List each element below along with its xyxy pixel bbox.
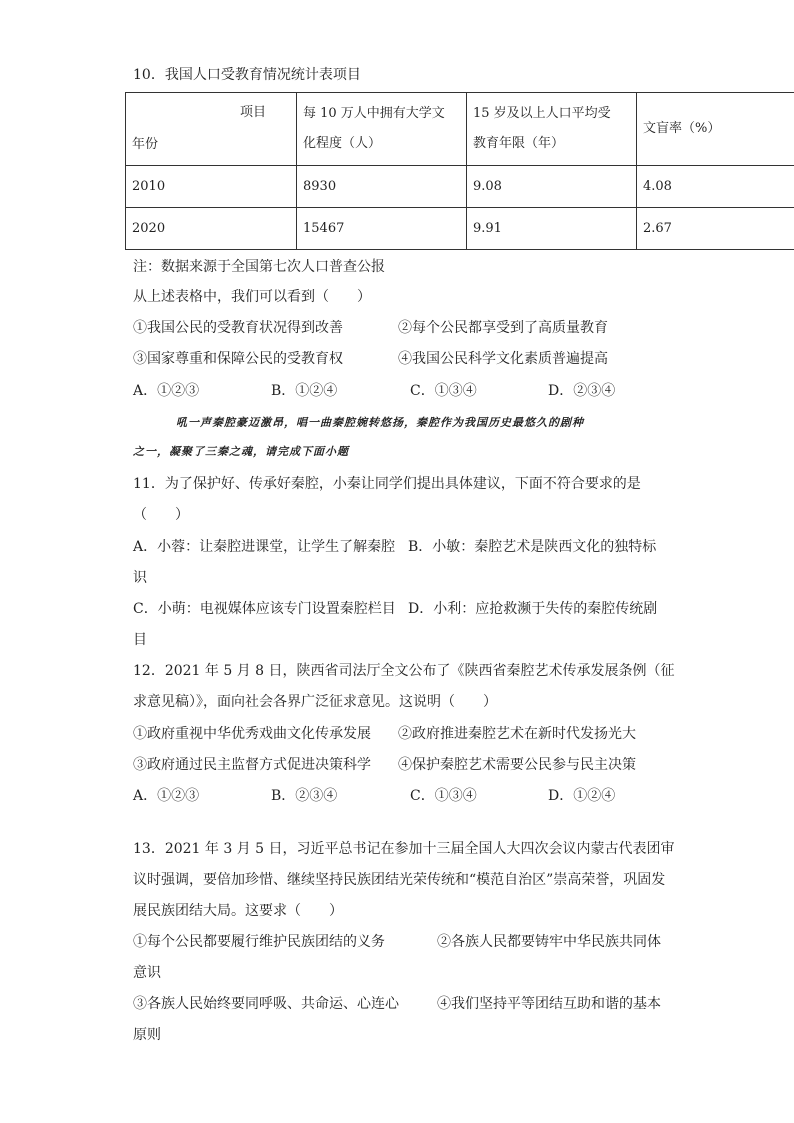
header-college-per-100k: 每 10 万人中拥有大学文 化程度（人） (297, 93, 467, 166)
q10-answer-d: D．②③④ (548, 383, 616, 399)
q12-stem-line-2: 求意见稿）》，面向社会各界广泛征求意见。这说明（ ） (133, 694, 497, 710)
q10-answer-c: C．①③④ (410, 383, 477, 399)
header-year-label: 年份 (132, 137, 159, 152)
passage-line-2: 之一，凝聚了三秦之魂，请完成下面小题 (133, 445, 349, 458)
q12-stem-line-1: 12．2021 年 5 月 8 日，陕西省司法厅全文公布了《陕西省秦腔艺术传承发展条例（征 (133, 663, 675, 679)
table-note: 注：数据来源于全国第七次人口普查公报 (133, 259, 385, 275)
table-cell: 9.08 (467, 166, 637, 208)
q10-title: 10．我国人口受教育情况统计表项目 (133, 67, 361, 83)
q10-option-1: ①我国公民的受教育状况得到改善 (133, 320, 343, 336)
q12-option-3: ③政府通过民主监督方式促进决策科学 (133, 757, 371, 773)
header-illiteracy-rate: 文盲率（%） (637, 93, 794, 166)
q13-option-3: ③各族人民始终要同呼吸、共命运、心连心 (133, 996, 399, 1012)
table-cell-year: 2010 (126, 166, 297, 208)
passage-line-1: 吼一声秦腔豪迈激昂，唱一曲秦腔婉转悠扬，秦腔作为我国历史最悠久的剧种 (176, 416, 584, 429)
diagonal-header-cell (126, 93, 297, 166)
q12-answer-c: C．①③④ (410, 788, 477, 804)
q11-stem-line-2: （ ） (133, 507, 189, 523)
q11-option-c: C．小萌：电视媒体应该专门设置秦腔栏目 (133, 601, 396, 617)
table-cell-year: 2020 (126, 208, 297, 250)
table-header-row (126, 93, 794, 166)
q10-stem: 从上述表格中，我们可以看到（ ） (133, 289, 371, 305)
table-cell: 8930 (297, 166, 467, 208)
header-item-label: 项目 (239, 105, 266, 120)
q11-stem-line-1: 11．为了保护好、传承好秦腔，小秦让同学们提出具体建议，下面不符合要求的是 (133, 476, 641, 492)
q12-option-1: ①政府重视中华优秀戏曲文化传承发展 (133, 726, 371, 742)
table-row (126, 208, 794, 250)
q11-option-a: A．小蓉：让秦腔进课堂，让学生了解秦腔 (133, 539, 396, 555)
q11-option-b-cont: 识 (133, 570, 147, 586)
q10-option-4: ④我国公民科学文化素质普遍提高 (398, 351, 608, 367)
q12-answer-b: B．②③④ (271, 788, 338, 804)
q11-option-d-cont: 目 (133, 632, 147, 648)
q13-option-2: ②各族人民都要铸牢中华民族共同体 (437, 934, 661, 950)
q10-answer-a: A．①②③ (133, 383, 200, 399)
q10-option-2: ②每个公民都享受到了高质量教育 (398, 320, 608, 336)
q13-stem-line-2: 议时强调，要倍加珍惜、继续坚持民族团结光荣传统和“模范自治区”崇高荣誉，巩固发 (133, 872, 666, 888)
q10-answer-b: B．①②④ (271, 383, 338, 399)
header-avg-education-years: 15 岁及以上人口平均受 教育年限（年） (467, 93, 637, 166)
q13-stem-line-1: 13．2021 年 3 月 5 日，习近平总书记在参加十三届全国人大四次会议内蒙古代表团审 (133, 841, 675, 857)
education-stats-table (125, 92, 794, 250)
table-cell: 2.67 (637, 208, 794, 250)
q11-option-b: B．小敏：秦腔艺术是陕西文化的独特标 (408, 539, 657, 555)
q12-option-2: ②政府推进秦腔艺术在新时代发扬光大 (398, 726, 636, 742)
q13-option-1: ①每个公民都要履行维护民族团结的义务 (133, 934, 385, 950)
table-cell: 4.08 (637, 166, 794, 208)
q13-option-4-cont: 原则 (133, 1027, 161, 1043)
q12-answer-d: D．①②④ (548, 788, 616, 804)
q13-stem-line-3: 展民族团结大局。这要求（ ） (133, 903, 343, 919)
q13-option-2-cont: 意识 (133, 965, 161, 981)
q12-option-4: ④保护秦腔艺术需要公民参与民主决策 (398, 757, 636, 773)
q10-option-3: ③国家尊重和保障公民的受教育权 (133, 351, 343, 367)
table-cell: 15467 (297, 208, 467, 250)
q11-option-d: D．小利：应抢救濒于失传的秦腔传统剧 (408, 601, 658, 617)
table-row (126, 166, 794, 208)
table-cell: 9.91 (467, 208, 637, 250)
q12-answer-a: A．①②③ (133, 788, 200, 804)
q13-option-4: ④我们坚持平等团结互助和谐的基本 (437, 996, 661, 1012)
